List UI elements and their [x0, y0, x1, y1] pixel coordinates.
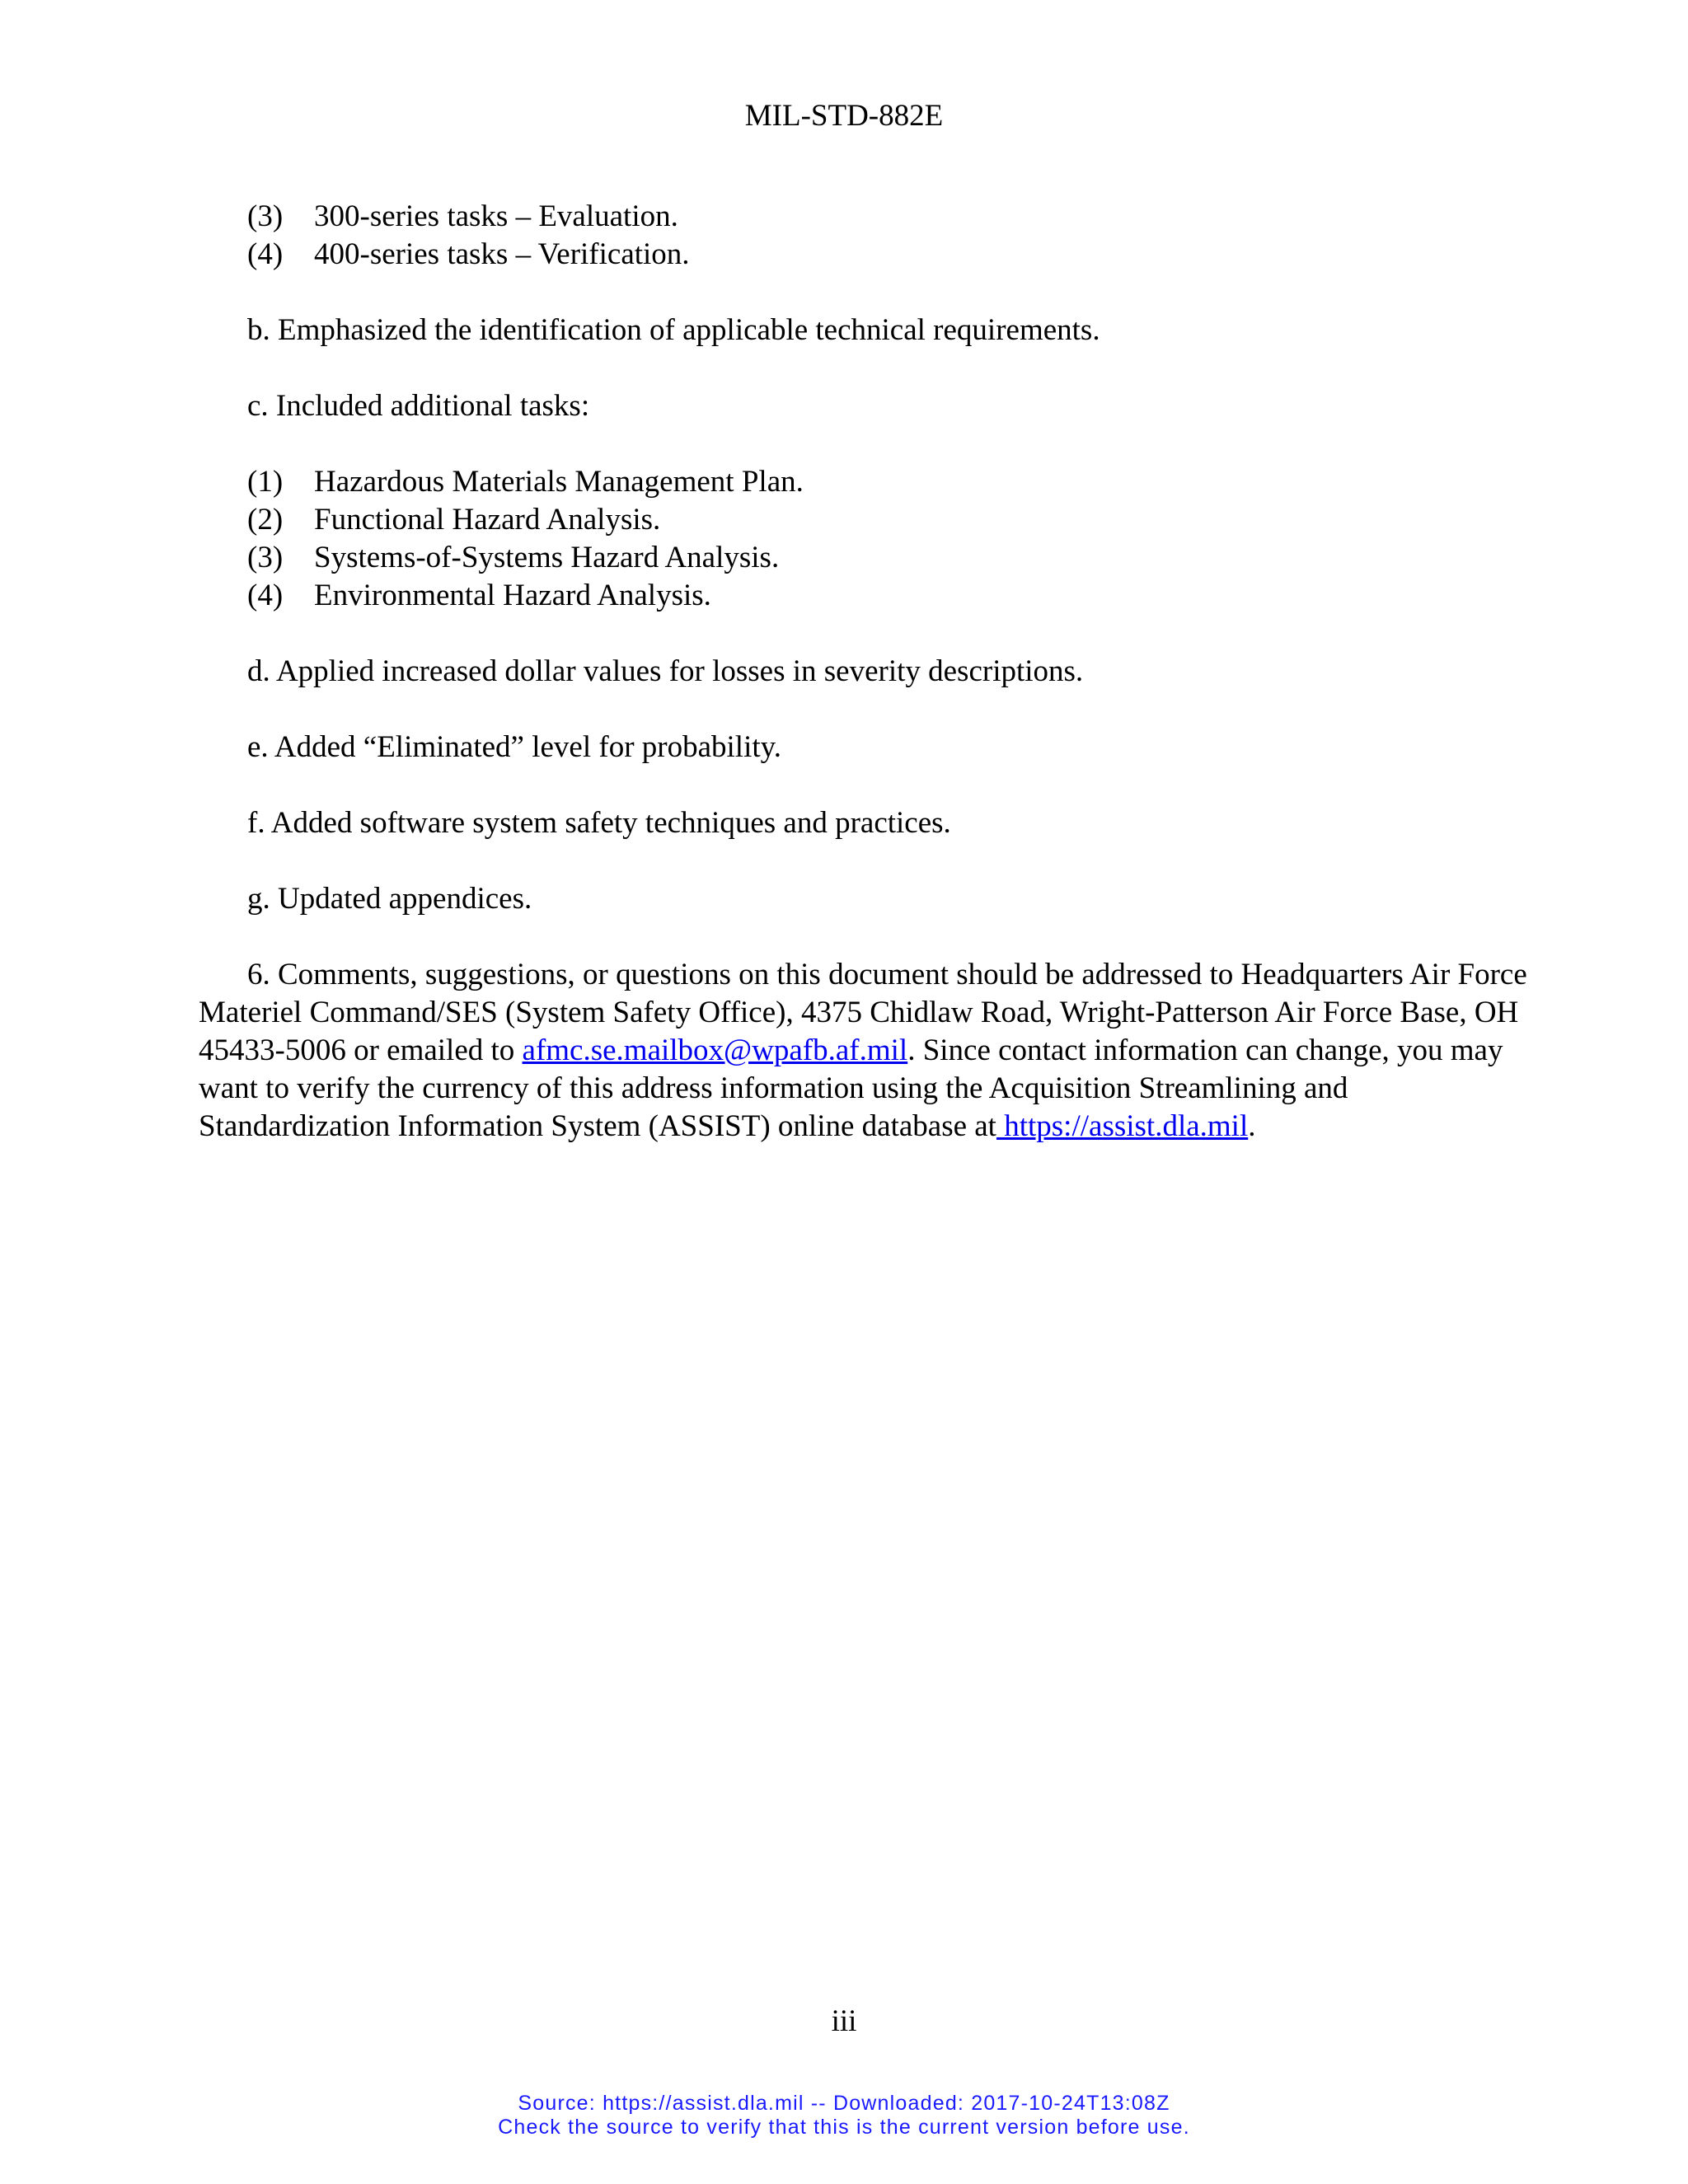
list-item-text: Systems-of-Systems Hazard Analysis. — [314, 541, 780, 574]
list-item-number: (4) — [247, 237, 284, 271]
list-item-text: 400-series tasks – Verification. — [314, 237, 690, 271]
item-c: c. Included additional tasks: — [247, 389, 590, 423]
list-item-text: Functional Hazard Analysis. — [314, 503, 661, 537]
email-link[interactable]: afmc.se.mailbox@wpafb.af.mil — [522, 1033, 908, 1067]
footer-verify-line: Check the source to verify that this is the current version before use. — [498, 2116, 1190, 2139]
paragraph-6-text-1: 6. Comments, suggestions, or questions on this document should be addressed to Headquarters Air Force Materiel Command/SES (System Safety Office), 4375 Chidlaw Road, Wright-Patterson Air Force Base, OH 45433-5006 or emailed to — [199, 958, 1527, 1067]
list-item-number: (3) — [247, 199, 284, 233]
list-item-text: Environmental Hazard Analysis. — [314, 579, 711, 612]
item-e: e. Added “Eliminated” level for probability. — [247, 730, 781, 764]
list-item-number: (2) — [247, 503, 284, 537]
paragraph-6 — [199, 956, 1534, 1146]
list-item-number: (1) — [247, 465, 284, 499]
list-item-number: (4) — [247, 579, 284, 612]
list-item-text: Hazardous Materials Management Plan. — [314, 465, 804, 499]
paragraph-6-text-3: . — [1248, 1109, 1256, 1143]
item-d: d. Applied increased dollar values for losses in severity descriptions. — [247, 654, 1084, 688]
page-number: iii — [831, 2004, 857, 2038]
item-f: f. Added software system safety techniques and practices. — [247, 806, 951, 840]
assist-url-link[interactable]: https://assist.dla.mil — [996, 1109, 1249, 1143]
document-header: MIL-STD-882E — [744, 99, 944, 133]
item-g: g. Updated appendices. — [247, 882, 532, 916]
list-item-number: (3) — [247, 541, 284, 574]
footer-source-line: Source: https://assist.dla.mil -- Downloaded: 2017-10-24T13:08Z — [518, 2092, 1170, 2115]
item-b: b. Emphasized the identification of applicable technical requirements. — [247, 313, 1100, 347]
download-footer — [0, 2092, 1688, 2139]
paragraph-6-text-2: . Since contact information can change, you may want to verify the currency of this address information using the Acquisition Streamlining and Standardization Information System (ASSIST) online database at — [199, 1033, 1503, 1143]
list-item-text: 300-series tasks – Evaluation. — [314, 199, 678, 233]
